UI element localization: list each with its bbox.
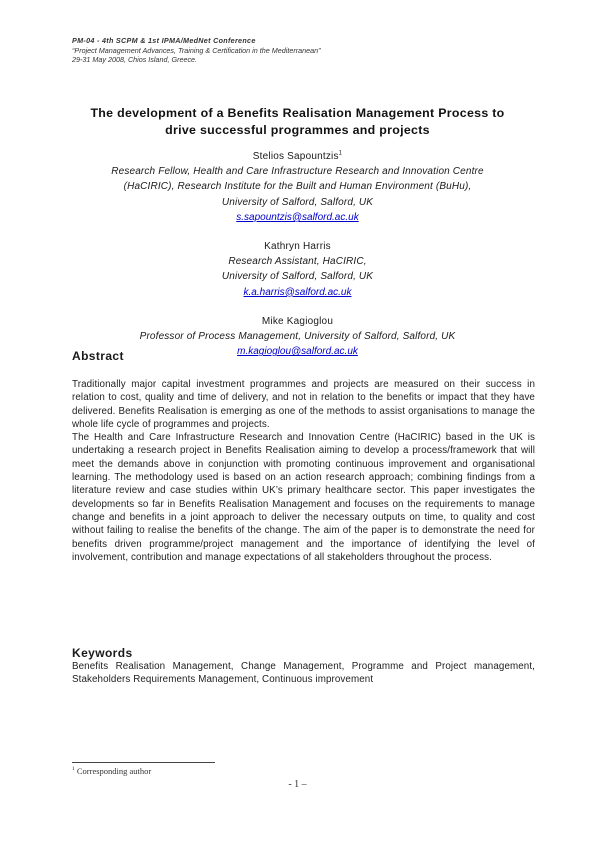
- running-header: [72, 36, 532, 65]
- footnote-marker[interactable]: 1: [338, 150, 343, 157]
- keywords-text: Benefits Realisation Management, Change Management, Programme and Project management, Stakeholders Requirements Management, Continuous improvement: [72, 661, 535, 686]
- footnote-divider: [72, 762, 215, 763]
- author-block: [60, 314, 535, 360]
- footnote-text: Corresponding author: [76, 766, 152, 776]
- abstract-heading: Abstract: [72, 349, 124, 363]
- author-name: Mike Kagioglou: [261, 315, 334, 327]
- author-affiliation: University of Salford, Salford, UK: [221, 271, 374, 283]
- author-affiliation: Research Fellow, Health and Care Infrastructure Research and Innovation Centre: [111, 166, 484, 178]
- abstract-paragraph: Traditionally major capital investment programmes and projects are measured on their success in relation to cost, quality and time of delivery, and not in relation to the benefits or impact that they have delivered. Benefits Realisation is emerging as one of the methods to assist organisations to manage the whole life cycle of programmes and projects.: [72, 379, 535, 430]
- page-number: - 1 –: [288, 779, 307, 790]
- author-block: [60, 239, 535, 300]
- author-list: [60, 149, 535, 373]
- abstract-paragraph: The Health and Care Infrastructure Research and Innovation Centre (HaCIRIC) based in the UK is undertaking a research project in Benefits Realisation aiming to develop a process/framework that will meet the demands above in conjunction with promoting continuous improvement and organisational learning. The methodology used is based on an action research approach; combining findings from a literature review and case studies within UK’s primary healthcare sector. This paper investigates the developments so far in Benefits Realisation Management and focuses on the requirements to manage change and benefits in a joint approach to deliver the necessary outputs on time, to quality and cost without failing to realise the benefits of the change. The aim of the paper is to demonstrate the need for benefits driven programme/project management and the importance of identifying the level of involvement, contribution and manage expectations of all stakeholders throughout the process.: [72, 432, 535, 563]
- paper-title-line-2: drive successful programmes and projects: [165, 123, 430, 137]
- paper-title: [60, 105, 535, 139]
- paper-title-line-1: The development of a Benefits Realisation Management Process to: [90, 106, 505, 120]
- keywords-heading: Keywords: [72, 646, 133, 660]
- conference-date-location: 29-31 May 2008, Chios Island, Greece.: [72, 55, 198, 65]
- author-email-link[interactable]: m.kagioglou@salford.ac.uk: [237, 346, 358, 358]
- author-affiliation: Professor of Process Management, University of Salford, Salford, UK: [139, 331, 456, 343]
- author-email-link[interactable]: s.sapountzis@salford.ac.uk: [236, 211, 359, 223]
- author-name: Kathryn Harris: [264, 241, 331, 253]
- author-block: [60, 149, 535, 225]
- author-affiliation: Research Assistant, HaCIRIC,: [228, 256, 367, 268]
- author-email-link[interactable]: k.a.harris@salford.ac.uk: [243, 286, 352, 298]
- conference-theme: “Project Management Advances, Training & Certification in the Mediterranean”: [72, 45, 321, 55]
- conference-code: PM-04 - 4th SCPM & 1st IPMA/MedNet Conference: [72, 36, 256, 45]
- footnote: [72, 766, 151, 776]
- author-affiliation: University of Salford, Salford, UK: [221, 196, 374, 208]
- author-name: Stelios Sapountzis: [252, 151, 339, 162]
- abstract-body: [72, 378, 535, 564]
- footnote-mark: 1: [72, 766, 75, 773]
- author-affiliation: (HaCIRIC), Research Institute for the Built and Human Environment (BuHu),: [123, 181, 472, 193]
